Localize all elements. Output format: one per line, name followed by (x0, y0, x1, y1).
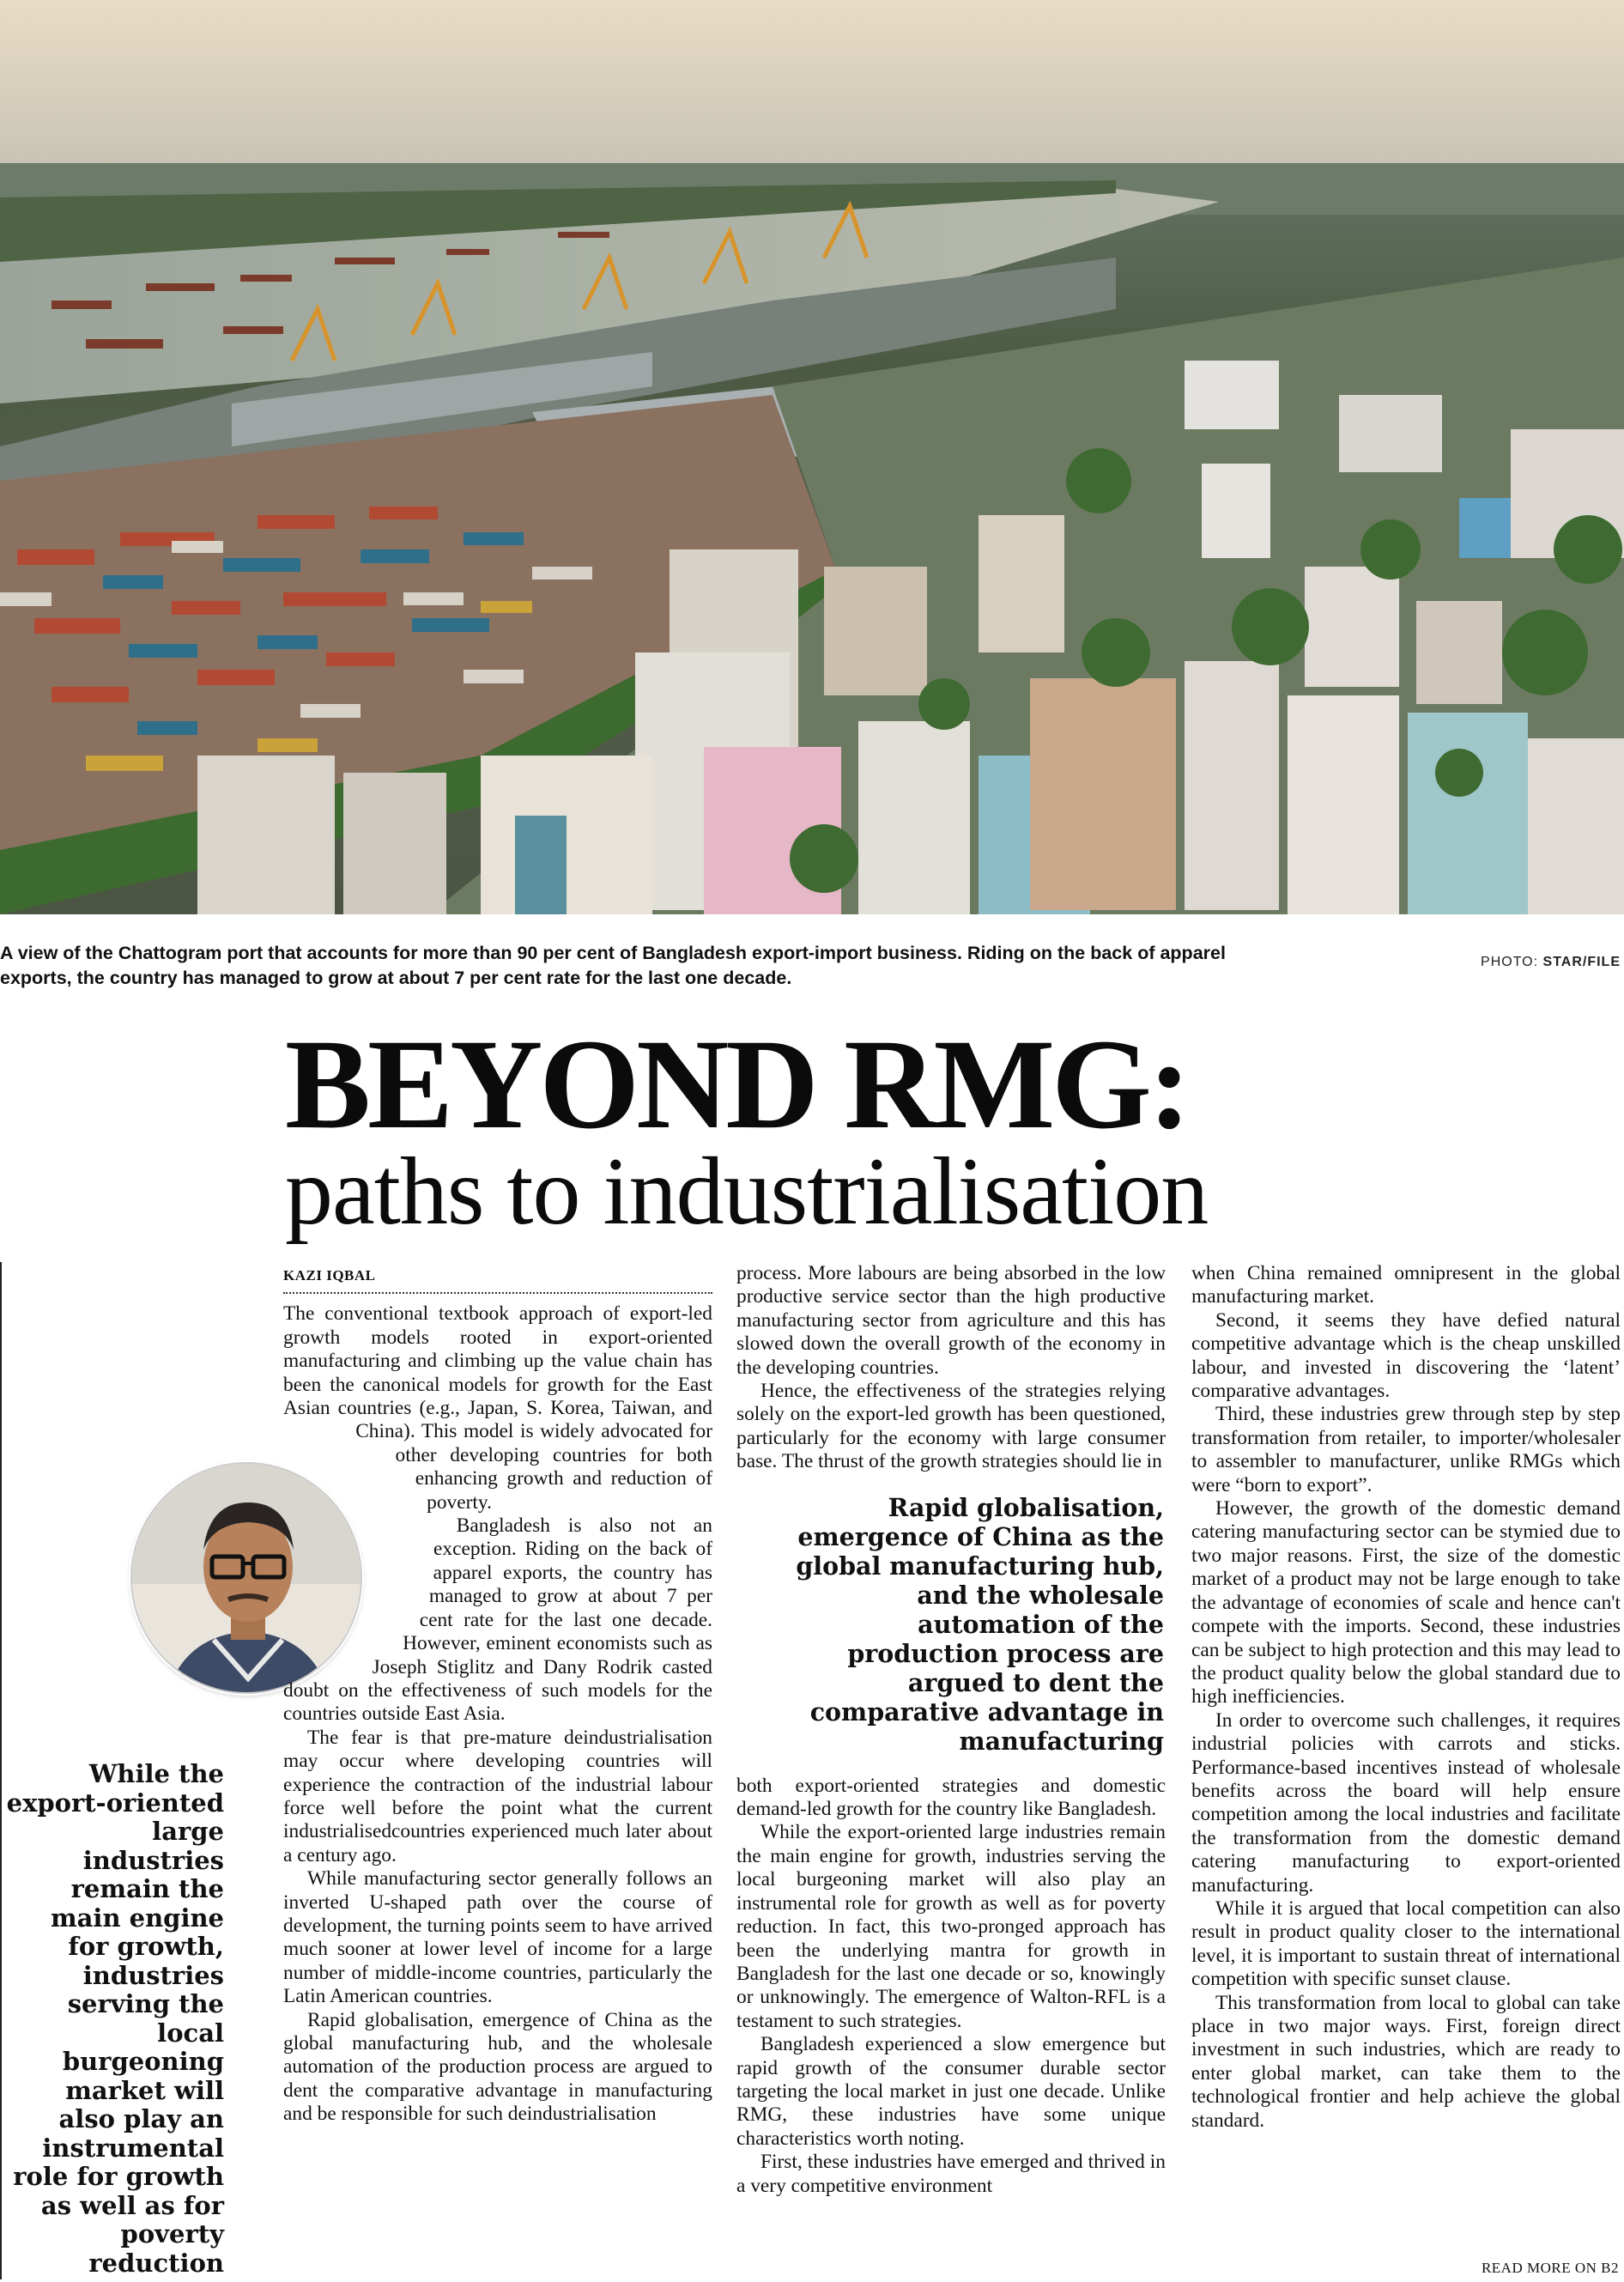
article-column-2 (736, 1262, 1166, 2198)
article-paragraph: The fear is that pre-mature deindustrialisation may occur where developing countries will experience the contraction of the industrial labour force well before the point what the current industrialisedcountries experienced much later about a century ago. (283, 1726, 712, 1866)
article-paragraph: Second, it seems they have defied natural competitive advantage which is the cheap unskilled labour, and invested in discovering the ‘latent’ comparative advantages. (1191, 1308, 1621, 1403)
article-paragraph: Bangladesh is also not an exception. Riding on the back of apparel exports, the country has managed to grow at about 7 per cent rate for the last one decade. However, eminent economists such as Joseph Stiglitz and Dany Rodrik casted doubt on the effectiveness of such models for the countries outside East Asia. (283, 1514, 712, 1726)
headline-title: BEYOND RMG: (285, 1013, 1188, 1156)
side-pull-quote: While the export-oriented large industries remain the main engine for growth, industries serving the local burgeoning market will also play an instrumental role for growth as well as for poverty reduction (6, 1759, 224, 2278)
article-paragraph: This transformation from local to global can take place in two major ways. First, foreign direct investment in such industries, which are ready to enter global market, can take them to the technological frontier and help achieve the global standard. (1191, 1991, 1621, 2132)
left-column-rule (0, 1262, 2, 2279)
article-paragraph: However, the growth of the domestic demand catering manufacturing sector can be stymied due to two major reasons. First, the size of the domestic market of a product may not be large enough to take the advantage of economies of scale and hence can't compete with the imports. Second, these industries can be subject to high protection and this may lead to the product quality below the global standard due to high inefficiencies. (1191, 1497, 1621, 1708)
headline (285, 1013, 1572, 1245)
port-cityscape-photo (0, 0, 1624, 914)
read-more-link[interactable]: READ MORE ON B2 (1481, 2260, 1619, 2276)
photo-illustration (0, 0, 1624, 914)
photo-credit-label: PHOTO: (1481, 955, 1543, 969)
article-paragraph: Hence, the effectiveness of the strategies relying solely on the export-led growth has been questioned, particularly for the economy with large consumer base. The thrust of the growth strategies should lie in (736, 1380, 1166, 1473)
article-paragraph: The conventional textbook approach of export-led growth models rooted in export-oriented manufacturing and climbing up the value chain has been the canonical models for growth for the East Asian countries (e.g., Japan, S. Korea, Taiwan, and China). This model is widely advocated for other developing countries for both enhancing growth and reduction of poverty. (283, 1302, 712, 1514)
article-paragraph: While the export-oriented large industries remain the main engine for growth, industries serving the local burgeoning market will also play an instrumental role for growth as well as for poverty reduction. In fact, this two-pronged approach has been the underlying mantra for growth in Bangladesh for the last one decade or so, knowingly or unknowingly. The emergence of Walton-RFL is a testament to such strategies. (736, 1821, 1166, 2032)
photo-credit-source: STAR/FILE (1542, 955, 1621, 969)
article-paragraph: both export-oriented strategies and domestic demand-led growth for the country like Bangladesh. (736, 1774, 1166, 1821)
article-paragraph: First, these industries have emerged and thrived in a very competitive environment (736, 2151, 1166, 2197)
article-paragraph: Third, these industries grew through step by step transformation from retailer, to importer/wholesaler to assembler to manufacturer, unlike RMGs which were “born to export”. (1191, 1403, 1621, 1496)
article-paragraph: process. More labours are being absorbed in the low productive service sector than the high productive manufacturing sector from agriculture and this has slowed down the overall growth of the economy in the developing countries. (736, 1262, 1166, 1379)
article-column-1 (283, 1262, 712, 2127)
inline-pull-quote: Rapid globalisation, emergence of China as the global manufacturing hub, and the wholesale automation of the production process are argued to dent the comparative advantage in manufacturing (796, 1492, 1164, 1756)
article-paragraph: While it is argued that local competition can also result in product quality closer to the international level, it is important to sustain threat of international competition with specific sunset clause. (1191, 1897, 1621, 1991)
article-column-3 (1191, 1262, 1621, 2133)
article-paragraph: Bangladesh experienced a slow emergence but rapid growth of the consumer durable sector targeting the local market in just one decade. Unlike RMG, these industries have some unique characteristics worth noting. (736, 2033, 1166, 2150)
photo-caption: A view of the Chattogram port that accounts for more than 90 per cent of Bangladesh export-import business. Riding on the back of apparel exports, the country has managed to grow at about 7 per cent rate for the last one decade. (0, 943, 1226, 988)
article-paragraph: While manufacturing sector generally follows an inverted U-shaped path over the course of development, the turning points seem to have arrived much sooner at lower level of income for a large number of middle-income countries, particularly the Latin American countries. (283, 1867, 712, 2008)
article-paragraph: In order to overcome such challenges, it requires industrial policies with carrots and sticks. Performance-based incentives instead of wholesale benefits across the board will help ensure competition among the local industries and facilitate the transformation from the domestic demand catering manufacturing to export-oriented manufacturing. (1191, 1708, 1621, 1897)
article-paragraph: Rapid globalisation, emergence of China as the global manufacturing hub, and the wholesale automation of the production process are argued to dent the comparative advantage in manufacturing and be responsible for such deindustrialisation (283, 2008, 712, 2126)
headline-subtitle: paths to industrialisation (285, 1138, 1209, 1245)
article-paragraph: when China remained omnipresent in the global manufacturing market. (1191, 1262, 1621, 1308)
author-byline: KAZI IQBAL (283, 1264, 712, 1294)
photo-credit (1481, 955, 1621, 970)
